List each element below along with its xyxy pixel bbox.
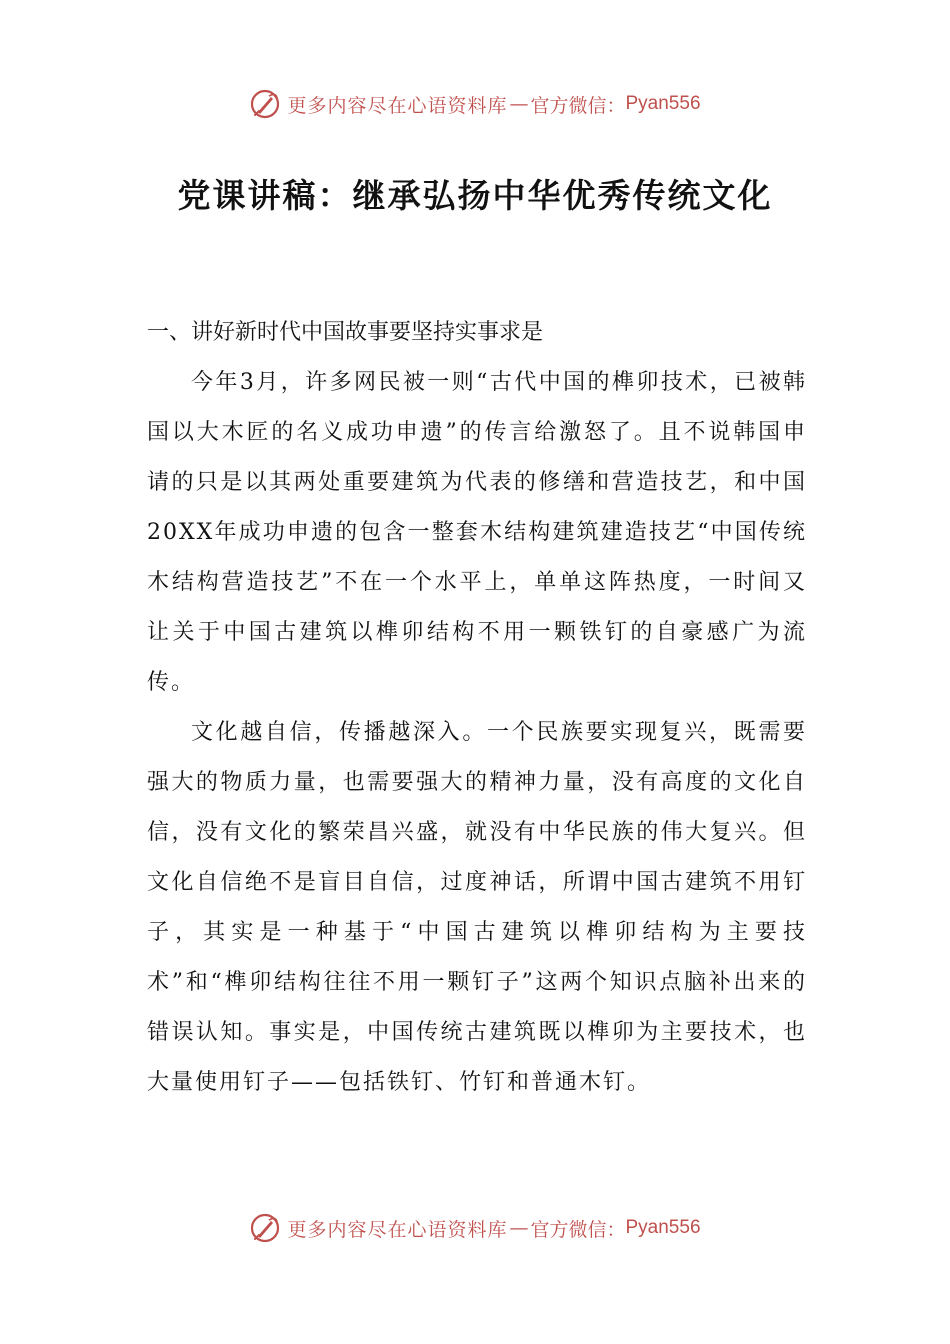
quill-pen-logo-icon xyxy=(249,1212,281,1244)
document-body xyxy=(147,308,807,1108)
document-title: 党课讲稿：继承弘扬中华优秀传统文化 xyxy=(177,176,773,215)
banner-text: 更多内容尽在心语资料库 xyxy=(287,1218,508,1241)
section-heading: 一、讲好新时代中国故事要坚持实事求是 xyxy=(147,320,544,345)
footer-watermark-banner xyxy=(0,1206,950,1250)
banner-separator: — xyxy=(509,93,529,115)
banner-contact-label: 官方微信： xyxy=(530,1218,626,1241)
paragraph-1: 今年3月，许多网民被一则“古代中国的榫卯技术，已被韩国以大木匠的名义成功申遗”的传言给激怒了。且不说韩国申请的只是以其两处重要建筑为代表的修缮和营造技艺，和中国20XX年成功申遗的包含一整套木结构建筑建造技艺“中国传统木结构营造技艺”不在一个水平上，单单这阵热度，一时间又让关于中国古建筑以榫卯结构不用一颗铁钉的自豪感广为流传。 xyxy=(147,370,807,695)
header-watermark-banner xyxy=(0,82,950,126)
banner-contact-label: 官方微信： xyxy=(530,94,626,117)
banner-wechat-id: Pyan556 xyxy=(625,1217,701,1238)
banner-text: 更多内容尽在心语资料库 xyxy=(287,94,508,117)
quill-pen-logo-icon xyxy=(249,88,281,120)
banner-wechat-id: Pyan556 xyxy=(625,93,701,114)
banner-separator: — xyxy=(509,1217,529,1239)
paragraph-2: 文化越自信，传播越深入。一个民族要实现复兴，既需要强大的物质力量，也需要强大的精神力量，没有高度的文化自信，没有文化的繁荣昌兴盛，就没有中华民族的伟大复兴。但文化自信绝不是盲目自信，过度神话，所谓中国古建筑不用钉子，其实是一种基于“中国古建筑以榫卯结构为主要技术”和“榫卯结构往往不用一颗钉子”这两个知识点脑补出来的错误认知。事实是，中国传统古建筑既以榫卯为主要技术，也大量使用钉子——包括铁钉、竹钉和普通木钉。 xyxy=(147,720,807,1095)
